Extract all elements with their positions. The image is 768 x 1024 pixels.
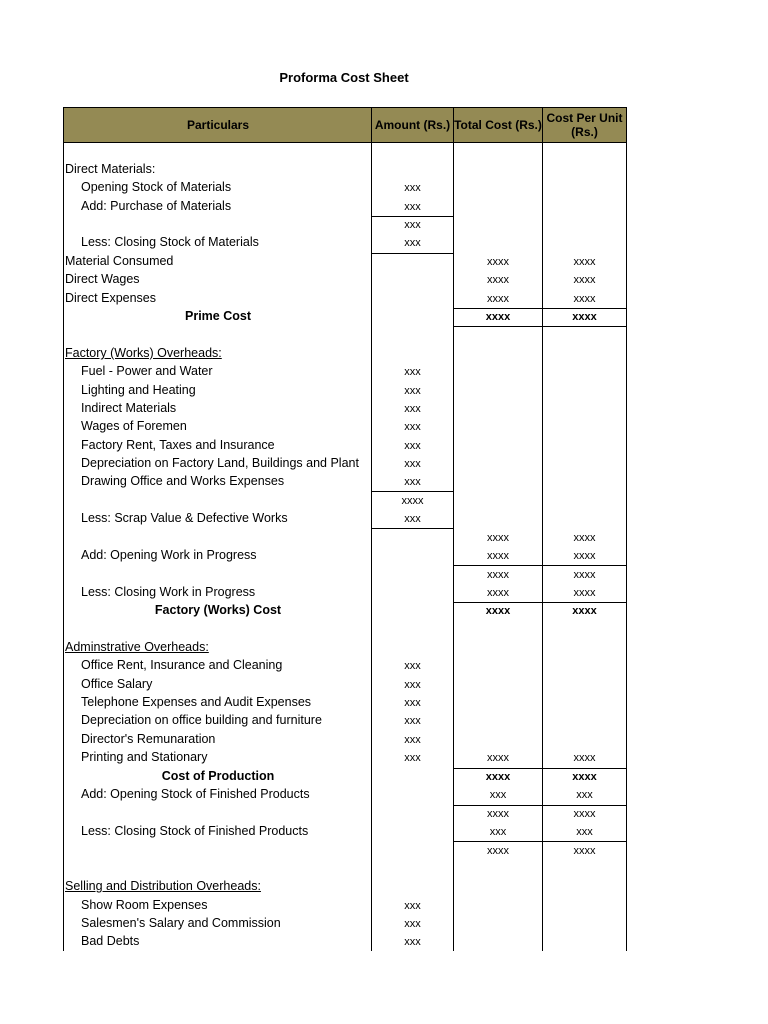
- amount-value: xxx: [404, 697, 421, 709]
- row-label: Depreciation on office building and furniture: [81, 713, 322, 727]
- subtotal-rule: [454, 805, 627, 806]
- amount-value: xxx: [404, 237, 421, 249]
- total-cost-value: xxxx: [487, 274, 509, 286]
- total-cost-value: xxxx: [485, 771, 511, 783]
- total-cost-value: xxxx: [487, 569, 509, 581]
- subtotal-rule: [372, 528, 454, 529]
- row-label: Indirect Materials: [81, 401, 177, 415]
- amount-value: xxx: [404, 458, 421, 470]
- amount-value: xxx: [404, 513, 421, 525]
- row-label: Office Rent, Insurance and Cleaning: [81, 658, 283, 672]
- amount-value: xxx: [404, 440, 421, 452]
- row-label: Show Room Expenses: [81, 898, 208, 912]
- amount-value: xxx: [404, 715, 421, 727]
- total-cost-value: xxxx: [487, 845, 509, 857]
- cost-per-unit-value: xxxx: [573, 808, 596, 820]
- amount-value: xxx: [404, 366, 421, 378]
- row-label: Wages of Foremen: [81, 419, 187, 433]
- cost-per-unit-value: xxxx: [573, 550, 596, 562]
- total-cost-value: xxxx: [487, 532, 509, 544]
- total-cost-value: xxxx: [487, 808, 509, 820]
- total-cost-value: xxxx: [487, 256, 509, 268]
- cost-per-unit-value: xxxx: [573, 845, 596, 857]
- row-label: Less: Scrap Value & Defective Works: [81, 511, 288, 525]
- row-label: Bad Debts: [81, 934, 140, 948]
- total-cost-value: xxx: [489, 789, 507, 801]
- header-particulars: Particulars: [186, 118, 250, 132]
- total-cost-value: xxxx: [485, 605, 511, 617]
- row-label: Office Salary: [81, 677, 153, 691]
- cost-per-unit-value: xxxx: [573, 587, 596, 599]
- total-cost-value: xxxx: [487, 587, 509, 599]
- row-label: Add: Opening Stock of Finished Products: [81, 787, 310, 801]
- amount-value: xxx: [404, 421, 421, 433]
- amount-value: xxx: [404, 936, 421, 948]
- total-label: Prime Cost: [185, 309, 251, 323]
- row-label: Less: Closing Stock of Materials: [81, 235, 259, 249]
- cost-per-unit-value: xxx: [576, 789, 593, 801]
- amount-value: xxx: [404, 734, 421, 746]
- total-cost-value: xxxx: [487, 752, 509, 764]
- amount-value: xxx: [404, 385, 421, 397]
- row-label: Lighting and Heating: [81, 383, 196, 397]
- row-label: Opening Stock of Materials: [81, 180, 232, 194]
- row-label: Salesmen's Salary and Commission: [81, 916, 281, 930]
- row-label: Director's Remunaration: [81, 732, 216, 746]
- subtotal-rule: [454, 565, 627, 566]
- section-heading: Factory (Works) Overheads:: [65, 346, 222, 360]
- cost-per-unit-value: xxxx: [572, 771, 597, 783]
- total-cost-value: xxxx: [485, 311, 511, 323]
- amount-value: xxx: [404, 752, 421, 764]
- cost-per-unit-value: xxxx: [572, 605, 597, 617]
- amount-value: xxx: [404, 918, 421, 930]
- amount-value: xxx: [404, 476, 421, 488]
- total-cost-value: xxxx: [487, 550, 509, 562]
- header-amount: Amount (Rs.): [374, 118, 451, 132]
- amount-value: xxx: [404, 182, 421, 194]
- subtotal-rule: [454, 308, 627, 309]
- amount-value: xxx: [404, 679, 421, 691]
- total-label: Cost of Production: [161, 769, 275, 783]
- row-label: Direct Wages: [65, 272, 140, 286]
- header-total-cost: Total Cost (Rs.): [454, 118, 542, 132]
- amount-value: xxx: [404, 219, 421, 231]
- cost-per-unit-value: xxxx: [573, 752, 596, 764]
- row-label: Add: Opening Work in Progress: [81, 548, 257, 562]
- column-divider: [371, 107, 372, 951]
- total-cost-value: xxxx: [487, 293, 509, 305]
- cost-per-unit-value: xxx: [576, 826, 593, 838]
- row-label: Fuel - Power and Water: [81, 364, 213, 378]
- row-label: Less: Closing Work in Progress: [81, 585, 256, 599]
- total-cost-value: xxx: [489, 826, 507, 838]
- row-label: Drawing Office and Works Expenses: [81, 474, 285, 488]
- cost-per-unit-value: xxxx: [572, 311, 597, 323]
- sheet-title: Proforma Cost Sheet: [279, 70, 409, 85]
- row-label: Printing and Stationary: [81, 750, 208, 764]
- amount-value: xxxx: [401, 495, 424, 507]
- amount-value: xxx: [404, 660, 421, 672]
- subtotal-rule: [454, 841, 627, 842]
- amount-value: xxx: [404, 900, 421, 912]
- cost-sheet-table: [63, 107, 627, 951]
- subtotal-rule: [372, 216, 454, 217]
- cost-per-unit-value: xxxx: [573, 532, 596, 544]
- subtotal-rule: [454, 602, 627, 603]
- cost-per-unit-value: xxxx: [573, 569, 596, 581]
- subtotal-rule: [372, 491, 454, 492]
- subtotal-rule: [372, 253, 454, 254]
- row-label: Factory Rent, Taxes and Insurance: [81, 438, 275, 452]
- subtotal-rule: [454, 326, 627, 327]
- section-heading: Selling and Distribution Overheads:: [65, 879, 261, 893]
- amount-value: xxx: [404, 403, 421, 415]
- row-label: Add: Purchase of Materials: [81, 199, 232, 213]
- total-label: Factory (Works) Cost: [154, 603, 282, 617]
- cost-per-unit-value: xxxx: [573, 293, 596, 305]
- row-label: Depreciation on Factory Land, Buildings and Plant: [81, 456, 359, 470]
- row-label: Material Consumed: [65, 254, 174, 268]
- row-label: Direct Expenses: [65, 291, 157, 305]
- row-label: Direct Materials:: [65, 162, 156, 176]
- amount-value: xxx: [404, 201, 421, 213]
- row-label: Telephone Expenses and Audit Expenses: [81, 695, 312, 709]
- row-label: Less: Closing Stock of Finished Products: [81, 824, 309, 838]
- header-cost-per-unit: Cost Per Unit (Rs.): [546, 111, 623, 139]
- section-heading: Adminstrative Overheads:: [65, 640, 209, 654]
- subtotal-rule: [454, 768, 627, 769]
- cost-per-unit-value: xxxx: [573, 256, 596, 268]
- cost-per-unit-value: xxxx: [573, 274, 596, 286]
